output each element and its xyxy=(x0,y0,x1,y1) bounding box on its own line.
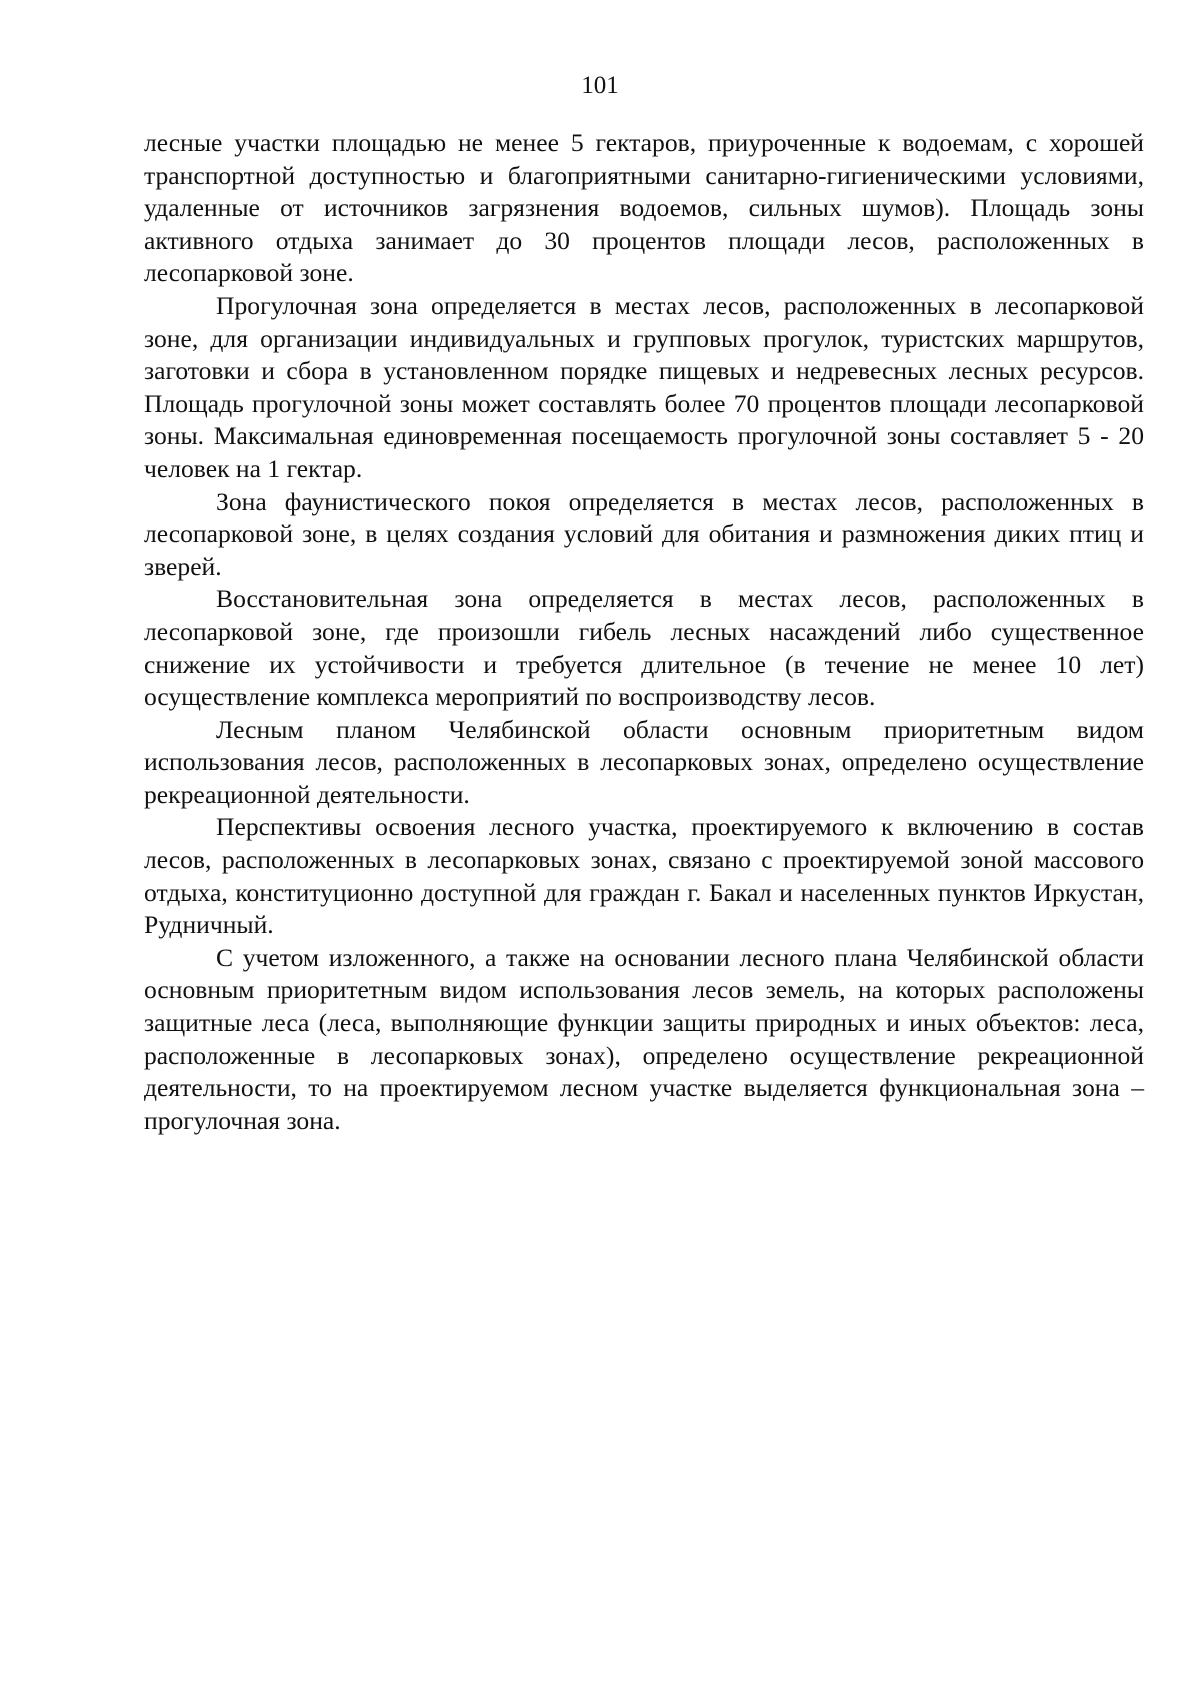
paragraph-walking-zone: Прогулочная зона определяется в местах лесов, расположенных в лесопарковой зоне, для организации индивидуальных и групповых прогулок, туристских маршрутов, заготовки и сбора в установленном порядке пищевых и недревесных лесных ресурсов. Площадь прогулочной зоны может составлять более 70 процентов площади лесопарковой зоны. Максимальная единовременная посещаемость прогулочной зоны составляет 5 - 20 человек на 1 гектар. xyxy=(144,290,1144,483)
paragraph-restoration-zone: Восстановительная зона определяется в местах лесов, расположенных в лесопарковой зоне, где произошли гибель лесных насаждений либо существенное снижение их устойчивости и требуется длительное (в течение не менее 10 лет) осуществление комплекса мероприятий по воспроизводству лесов. xyxy=(144,584,1144,712)
paragraph-forest-plan: Лесным планом Челябинской области основным приоритетным видом использования лесов, расположенных в лесопарковых зонах, определено осуществление рекреационной деятельности. xyxy=(144,714,1144,809)
paragraph-conclusion: С учетом изложенного, а также на основании лесного плана Челябинской области основным приоритетным видом использования лесов земель, на которых расположены защитные леса (леса, выполняющие функции защиты природных и иных объектов: леса, расположенные в лесопарковых зонах), определено осуществление рекреационной деятельности, то на проектируемом лесном участке выделяется функциональная зона – прогулочная зона. xyxy=(144,942,1144,1135)
paragraph-continuation: лесные участки площадью не менее 5 гектаров, приуроченные к водоемам, с хорошей транспортной доступностью и благоприятными санитарно-гигиеническими условиями, удаленные от источников загрязнения водоемов, сильных шумов). Площадь зоны активного отдыха занимает до 30 процентов площади лесов, расположенных в лесопарковой зоне. xyxy=(144,128,1144,288)
document-body xyxy=(144,127,1144,1137)
page-number: 101 xyxy=(581,72,619,99)
paragraph-prospects: Перспективы освоения лесного участка, проектируемого к включению в состав лесов, расположенных в лесопарковых зонах, связано с проектируемой зоной массового отдыха, конституционно доступной для граждан г. Бакал и населенных пунктов Иркустан, Рудничный. xyxy=(144,812,1144,940)
paragraph-fauna-rest-zone: Зона фаунистического покоя определяется в местах лесов, расположенных в лесопарковой зоне, в целях создания условий для обитания и размножения диких птиц и зверей. xyxy=(144,486,1144,581)
